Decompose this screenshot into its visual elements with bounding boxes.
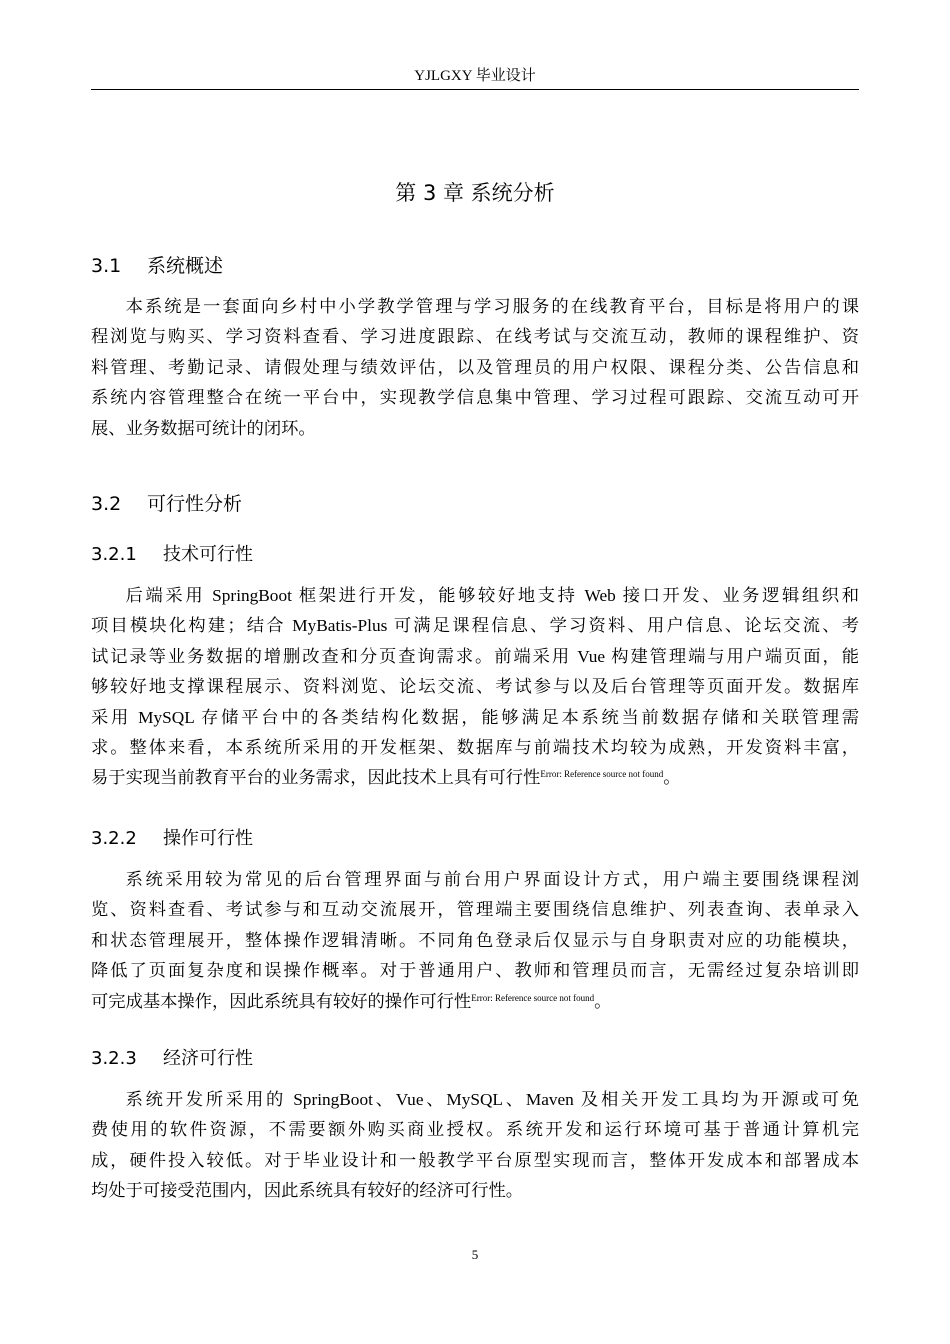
- paragraph-line: 后端采用 SpringBoot 框架进行开发，能够较好地支持 Web 接口开发、业务逻辑组织和: [125, 586, 859, 605]
- paragraph-line: 求。整体来看，本系统所采用的开发框架、数据库与前端技术均较为成熟，开发资料丰富，: [91, 738, 859, 758]
- page-header: YJLGXY 毕业设计: [414, 68, 536, 84]
- paragraph-text: 易于实现当前教育平台的业务需求，因此技术上具有可行性: [91, 768, 541, 788]
- paragraph-line: 降低了页面复杂度和误操作概率。对于普通用户、教师和管理员而言，无需经过复杂培训即: [91, 961, 859, 981]
- paragraph-end: 。: [594, 991, 612, 1011]
- chapter-title: 第 3 章 系统分析: [395, 181, 555, 205]
- reference-error: Error: Reference source not found: [540, 769, 664, 780]
- paragraph-line: 成，硬件投入较低。对于毕业设计和一般教学平台原型实现而言，整体开发成本和部署成本: [91, 1150, 859, 1170]
- section-number: 3.2.2: [91, 828, 137, 849]
- section-number: 3.1: [91, 255, 122, 277]
- paragraph-line: 费使用的软件资源，不需要额外购买商业授权。系统开发和运行环境可基于普通计算机完: [91, 1120, 859, 1140]
- section-3-2-3-paragraph: [91, 1085, 859, 1207]
- section-title: 技术可行性: [163, 544, 253, 565]
- paragraph-line: 程浏览与购买、学习资料查看、学习进度跟踪、在线考试与交流互动，教师的课程维护、资: [91, 327, 859, 347]
- reference-error: Error: Reference source not found: [471, 992, 595, 1003]
- section-number: 3.2: [91, 493, 122, 515]
- paragraph-line: 料管理、考勤记录、请假处理与绩效评估，以及管理员的用户权限、课程分类、公告信息和: [91, 357, 859, 377]
- paragraph-line: 展、业务数据可统计的闭环。: [91, 418, 316, 438]
- section-3-2-3-heading: [91, 1046, 253, 1072]
- paragraph-line: 系统开发所采用的 SpringBoot、Vue、MySQL、Maven 及相关开发工具均为开源或可免: [125, 1090, 859, 1109]
- paragraph-line: 本系统是一套面向乡村中小学教学管理与学习服务的在线教育平台，目标是将用户的课: [125, 297, 859, 316]
- section-title: 可行性分析: [147, 493, 243, 515]
- section-3-2-2-heading: [91, 826, 253, 852]
- section-3-1-heading: [91, 252, 223, 280]
- paragraph-line: 采用 MySQL 存储平台中的各类结构化数据，能够满足本系统当前数据存储和关联管理需: [91, 707, 859, 727]
- section-title: 操作可行性: [163, 828, 253, 849]
- paragraph-line: 试记录等业务数据的增删改查和分页查询需求。前端采用 Vue 构建管理端与用户端页面，能: [91, 646, 859, 666]
- paragraph-line: 览、资料查看、考试参与和互动交流展开，管理端主要围绕信息维护、列表查询、表单录入: [91, 900, 859, 920]
- paragraph-line: 均处于可接受范围内，因此系统具有较好的经济可行性。: [91, 1181, 524, 1201]
- paragraph-line: 和状态管理展开，整体操作逻辑清晰。不同角色登录后仅显示与自身职责对应的功能模块，: [91, 930, 859, 950]
- paragraph-line: [91, 763, 859, 793]
- section-3-2-1-paragraph: [91, 581, 859, 794]
- paragraph-line: 系统采用较为常见的后台管理界面与前台用户界面设计方式，用户端主要围绕课程浏: [125, 870, 859, 889]
- section-number: 3.2.3: [91, 1048, 137, 1069]
- section-title: 经济可行性: [163, 1048, 253, 1069]
- section-3-2-heading: [91, 490, 242, 518]
- section-3-2-2-paragraph: [91, 865, 859, 1017]
- paragraph-text: 可完成基本操作，因此系统具有较好的操作可行性: [91, 991, 472, 1011]
- paragraph-line: 项目模块化构建；结合 MyBatis-Plus 可满足课程信息、学习资料、用户信息、论坛交流、考: [91, 616, 859, 636]
- section-3-2-1-heading: [91, 542, 253, 568]
- paragraph-line: [91, 987, 859, 1017]
- section-3-1-paragraph: [91, 292, 859, 444]
- page-number: 5: [471, 1247, 479, 1262]
- paragraph-line: 够较好地支撑课程展示、资料浏览、论坛交流、考试参与以及后台管理等页面开发。数据库: [91, 677, 859, 697]
- header-rule: [91, 89, 859, 90]
- section-title: 系统概述: [147, 255, 224, 277]
- paragraph-line: 系统内容管理整合在统一平台中，实现教学信息集中管理、学习过程可跟踪、交流互动可开: [91, 388, 859, 408]
- paragraph-end: 。: [663, 768, 681, 788]
- section-number: 3.2.1: [91, 544, 137, 565]
